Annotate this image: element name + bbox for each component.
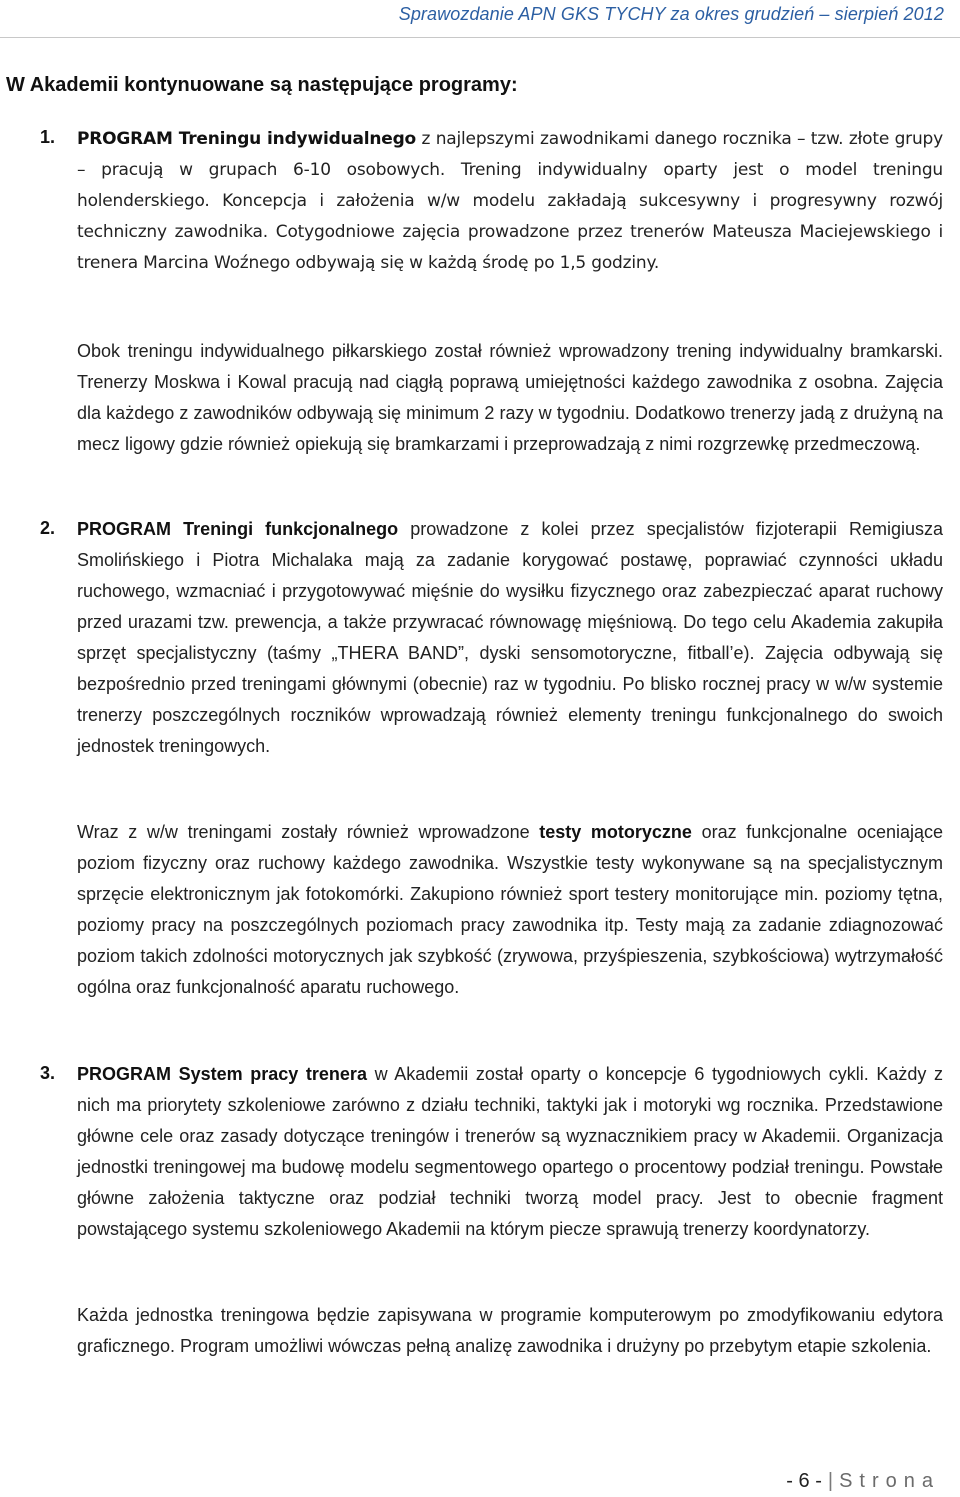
item-number: 2.: [40, 518, 56, 538]
footer-separator: |: [827, 1470, 834, 1492]
header-title: Sprawozdanie APN GKS TYCHY za okres grudzień – sierpień 2012: [398, 4, 944, 24]
item-2-p2-text-after: oraz funkcjonalne oceniające poziom fizyczny oraz ruchowy każdego zawodnika. Wszystkie testy wykonywane są na specjalistycznym sprzęcie elektronicznym jak fotokomórki. Zakupiono również sport testery monitorujące min. poziomy tętna, poziomy pracy na poszczególnych poziomach pracy zawodnika itp. Testy mają za zadanie zdiagnozować poziom takich zdolności motorycznych jak szybkość (zrywowa, przyśpieszenia, szybkościowa) wytrzymałość ogólna oraz funkcjonalność aparatu ruchowego.: [77, 822, 944, 997]
item-2-text: prowadzone z kolei przez specjalistów fizjoterapii Remigiusza Smolińskiego i Piotra Michalaka mają za zadanie korygować postawę, poprawiać czynności układu ruchowego, wzmacniać i przygotowywać mięśnie do wysiłku fizycznego oraz zabezpieczać aparat ruchowy przed urazami tzw. prewencja, a także przywracać równowagę mięśniową. Do tego celu Akademia zakupiła sprzęt specjalistyczny (taśmy „THERA BAND”, dyski sensomotoryczne, fitball’e). Zajęcia odbywają się bezpośrednio przed treningami głównymi (obecnie) raz w tygodniu. Po blisko rocznej pracy w w/w systemie trenerzy poszczególnych roczników wprowadzają również elementy treningu funkcjonalnego do swoich jednostek treningowych.: [77, 519, 943, 756]
item-3-paragraph-1: [77, 1059, 943, 1245]
page-number: - 6 -: [786, 1470, 822, 1492]
item-1-paragraph-1: [77, 124, 943, 279]
item-2-paragraph-1: [77, 514, 943, 762]
item-number: 3.: [40, 1063, 56, 1083]
page-footer: [786, 1470, 940, 1493]
page-header: [0, 0, 960, 30]
item-2-lead: PROGRAM Treningi funkcjonalnego: [77, 519, 399, 539]
item-number: 1.: [40, 127, 56, 147]
main-heading: W Akademii kontynuowane są następujące programy:: [6, 74, 518, 96]
item-2-p2-text-before: Wraz z w/w treningami zostały również wprowadzone: [77, 822, 540, 842]
page-label: Strona: [839, 1470, 940, 1492]
item-1-lead: PROGRAM Treningu indywidualnego: [77, 129, 417, 149]
item-3-lead: PROGRAM System pracy trenera: [77, 1064, 367, 1084]
item-2-paragraph-2: [77, 817, 943, 1003]
item-2-p2-bold: testy motoryczne: [539, 822, 692, 842]
item-3-paragraph-2: Każda jednostka treningowa będzie zapisywana w programie komputerowym po zmodyfikowaniu edytora graficznego. Program umożliwi wówczas pełną analizę zawodnika i drużyny po przebytym etapie szkolenia.: [77, 1305, 943, 1356]
header-divider: [0, 37, 960, 38]
item-1-text: z najlepszymi zawodnikami danego rocznika – tzw. złote grupy – pracują w grupach 6-10 osobowych. Trening indywidualny oparty jest o model treningu holenderskiego. Koncepcja i założenia w/w modelu zakładają sukcesywny i progresywny rozwój techniczny zawodnika. Cotygodniowe zajęcia prowadzone przez trenerów Mateusza Maciejewskiego i trenera Marcina Woźnego odbywają się w każdą środę po 1,5 godziny.: [77, 129, 943, 273]
item-1-paragraph-2: Obok treningu indywidualnego piłkarskiego został również wprowadzony trening indywidualny bramkarski. Trenerzy Moskwa i Kowal pracują nad ciągłą poprawą umiejętności każdego zawodnika z osobna. Zajęcia dla każdego z zawodników odbywają się minimum 2 razy w tygodniu. Dodatkowo trenerzy jadą z drużyną na mecz ligowy gdzie również opiekują się bramkarzami i przeprowadzają z nimi rozgrzewkę przedmeczową.: [77, 341, 943, 454]
item-3-text: w Akademii został oparty o koncepcje 6 tygodniowych cykli. Każdy z nich ma priorytety szkoleniowe zarówno z działu techniki, taktyki jak i motoryki wg rocznika. Przedstawione główne cele oraz zasady dotyczące treningów i trenerów są wyznacznikiem pracy w Akademii. Organizacja jednostki treningowej ma budowę modelu segmentowego opartego o procentowy podział treningu. Powstałe główne założenia taktyczne oraz podział techniki tworzą model pracy. Jest to obecnie fragment powstającego systemu szkoleniowego Akademii na którym piecze sprawują trenerzy koordynatorzy.: [77, 1064, 943, 1239]
